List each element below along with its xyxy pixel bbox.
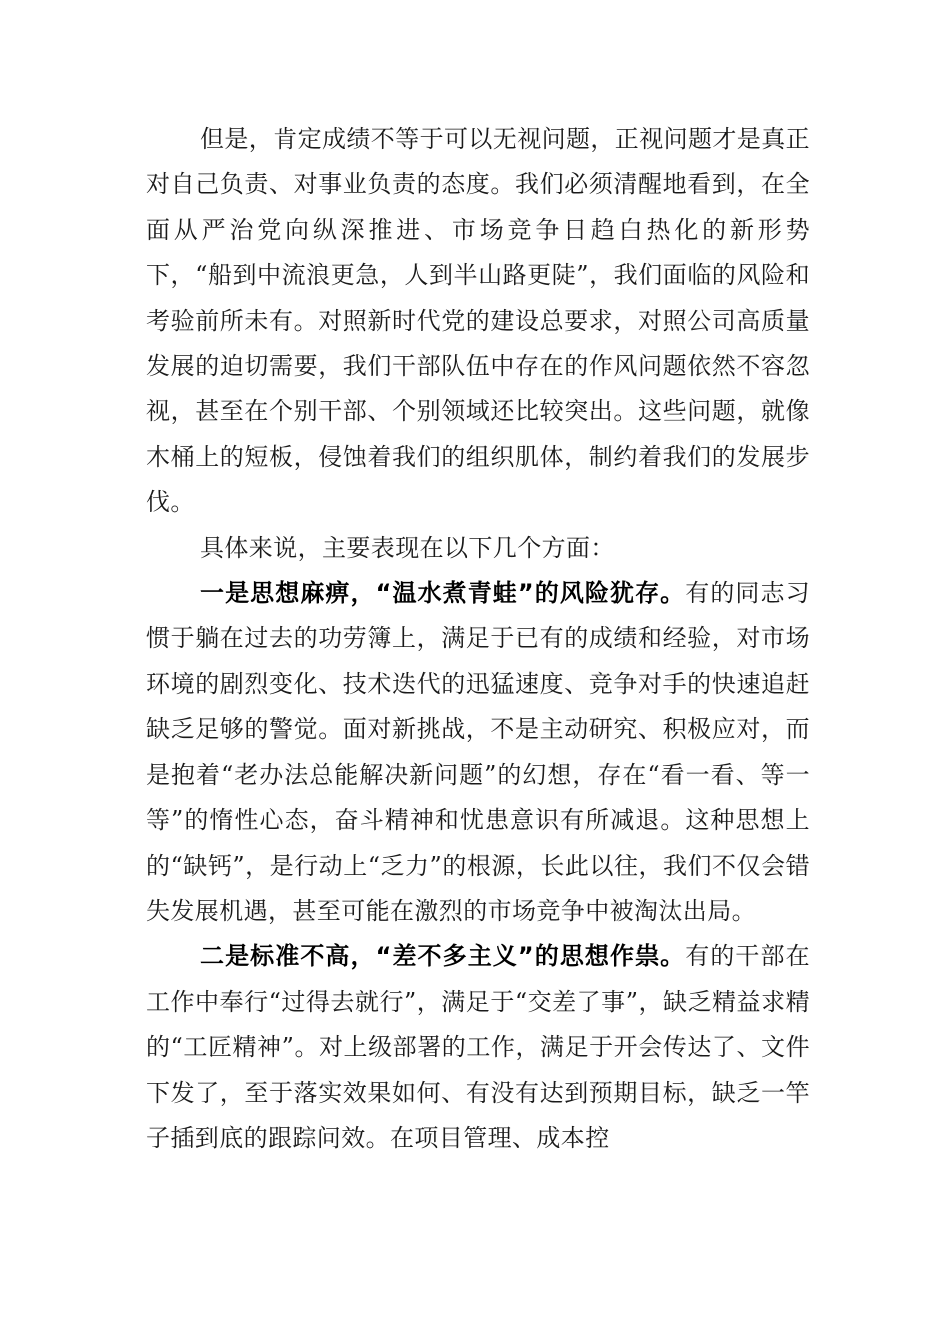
paragraph-text: 但是，肯定成绩不等于可以无视问题，正视问题才是真正对自己负责、对事业负责的态度。我们必须清醒地看到，在全面从严治党向纵深推进、市场竞争日趋白热化的新形势下，“船到中流浪更急，人到半山路更陡”，我们面临的风险和考验前所未有。对照新时代党的建设总要求，对照公司高质量发展的迫切需要，我们干部队伍中存在的作风问题依然不容忽视，甚至在个别干部、个别领域还比较突出。这些问题，就像木桶上的短板，侵蚀着我们的组织肌体，制约着我们的发展步伐。 [146, 125, 810, 517]
paragraph-point-one [146, 571, 810, 934]
paragraph-lead-heading: 二是标准不高，“差不多主义”的思想作祟。 [200, 942, 686, 971]
paragraph-aspects-intro [146, 526, 810, 571]
paragraph-text: 具体来说，主要表现在以下几个方面： [200, 533, 615, 562]
paragraph-text: 有的干部在工作中奉行“过得去就行”，满足于“交差了事”，缺乏精益求精的“工匠精神”。对上级部署的工作，满足于开会传达了、文件下发了，至于落实效果如何、有没有达到预期目标，缺乏一竿子插到底的跟踪问效。在项目管理、成本控 [146, 942, 811, 1152]
document-body [146, 117, 810, 1161]
paragraph-lead-heading: 一是思想麻痹，“温水煮青蛙”的风险犹存。 [200, 579, 686, 608]
paragraph-point-two [146, 934, 810, 1161]
paragraph-text: 有的同志习惯于躺在过去的功劳簿上，满足于已有的成绩和经验，对市场环境的剧烈变化、技术迭代的迅猛速度、竞争对手的快速追赶缺乏足够的警觉。面对新挑战，不是主动研究、积极应对，而是抱着“老办法总能解决新问题”的幻想，存在“看一看、等一等”的惰性心态，奋斗精神和忧患意识有所减退。这种思想上的“缺钙”，是行动上“乏力”的根源，长此以往，我们不仅会错失发展机遇，甚至可能在激烈的市场竞争中被淘汰出局。 [146, 579, 811, 925]
paragraph-problems-intro [146, 117, 810, 526]
